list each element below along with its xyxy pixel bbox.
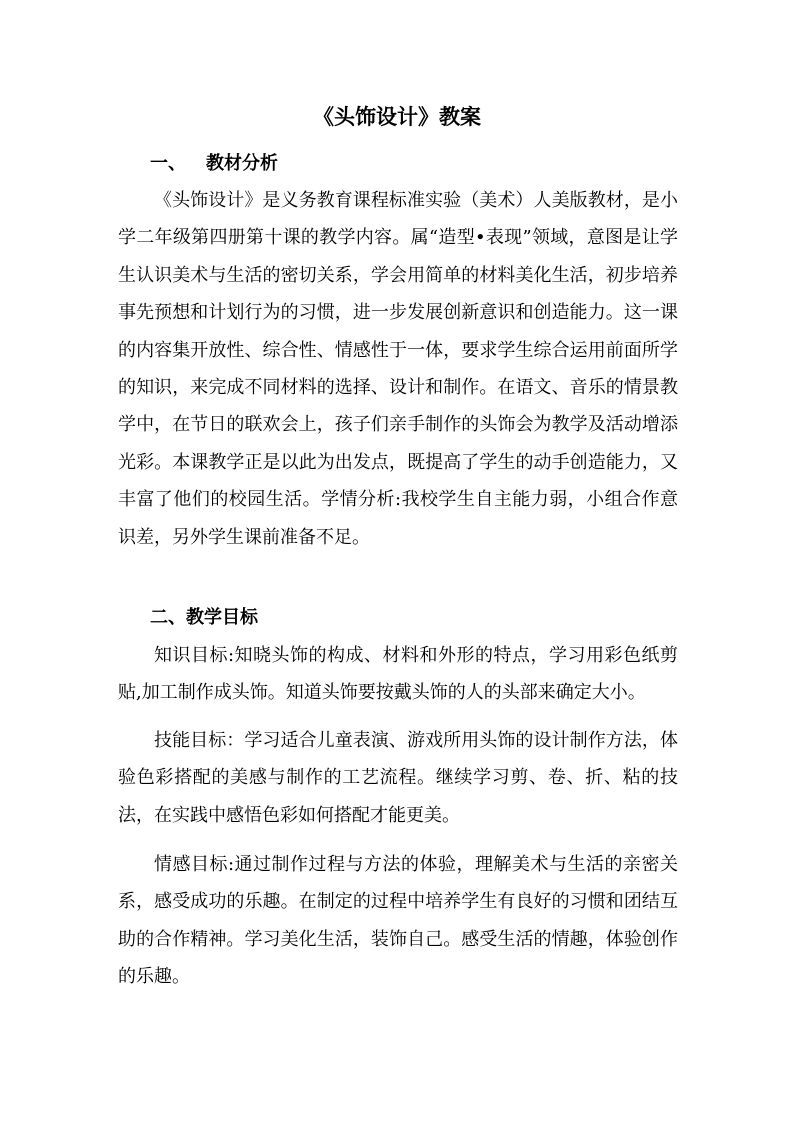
emotion-goal-paragraph: 情感目标:通过制作过程与方法的体验，理解美术与生活的亲密关系，感受成功的乐趣。在制定的过程中培养学生有良好的习惯和团结互助的合作精神。学习美化生活，装饰自己。感受生活的情趣，体验创作的乐趣。 xyxy=(118,854,678,988)
section-1-number: 一、 xyxy=(150,153,186,174)
document-title: 《头饰设计》教案 xyxy=(313,104,481,129)
section-1-title: 教材分析 xyxy=(206,153,278,174)
section-1-heading xyxy=(150,150,278,178)
section-2-heading: 二、教学目标 xyxy=(150,607,258,628)
section-1-paragraph: 《头饰设计》是义务教育课程标准实验（美术）人美版教材，是小学二年级第四册第十课的教学内容。属“造型•表现”领域，意图是让学生认识美术与生活的密切关系，学会用简单的材料美化生活，初步培养事先预想和计划行为的习惯，进一步发展创新意识和创造能力。这一课的内容集开放性、综合性、情感性于一体，要求学生综合运用前面所学的知识，来完成不同材料的选择、设计和制作。在语文、音乐的情景教学中，在节日的联欢会上，孩子们亲手制作的头饰会为教学及活动增添光彩。本课教学正是以此为出发点，既提高了学生的动手创造能力，又丰富了他们的校园生活。学情分析:我校学生自主能力弱，小组合作意识差，另外学生课前准备不足。 xyxy=(118,190,678,548)
knowledge-goal-paragraph: 知识目标:知晓头饰的构成、材料和外形的特点，学习用彩色纸剪贴,加工制作成头饰。知道头饰要按戴头饰的人的头部来确定大小。 xyxy=(118,645,678,704)
skill-goal-paragraph: 技能目标：学习适合儿童表演、游戏所用头饰的设计制作方法，体验色彩搭配的美感与制作的工艺流程。继续学习剪、卷、折、粘的技法，在实践中感悟色彩如何搭配才能更美。 xyxy=(118,730,678,826)
